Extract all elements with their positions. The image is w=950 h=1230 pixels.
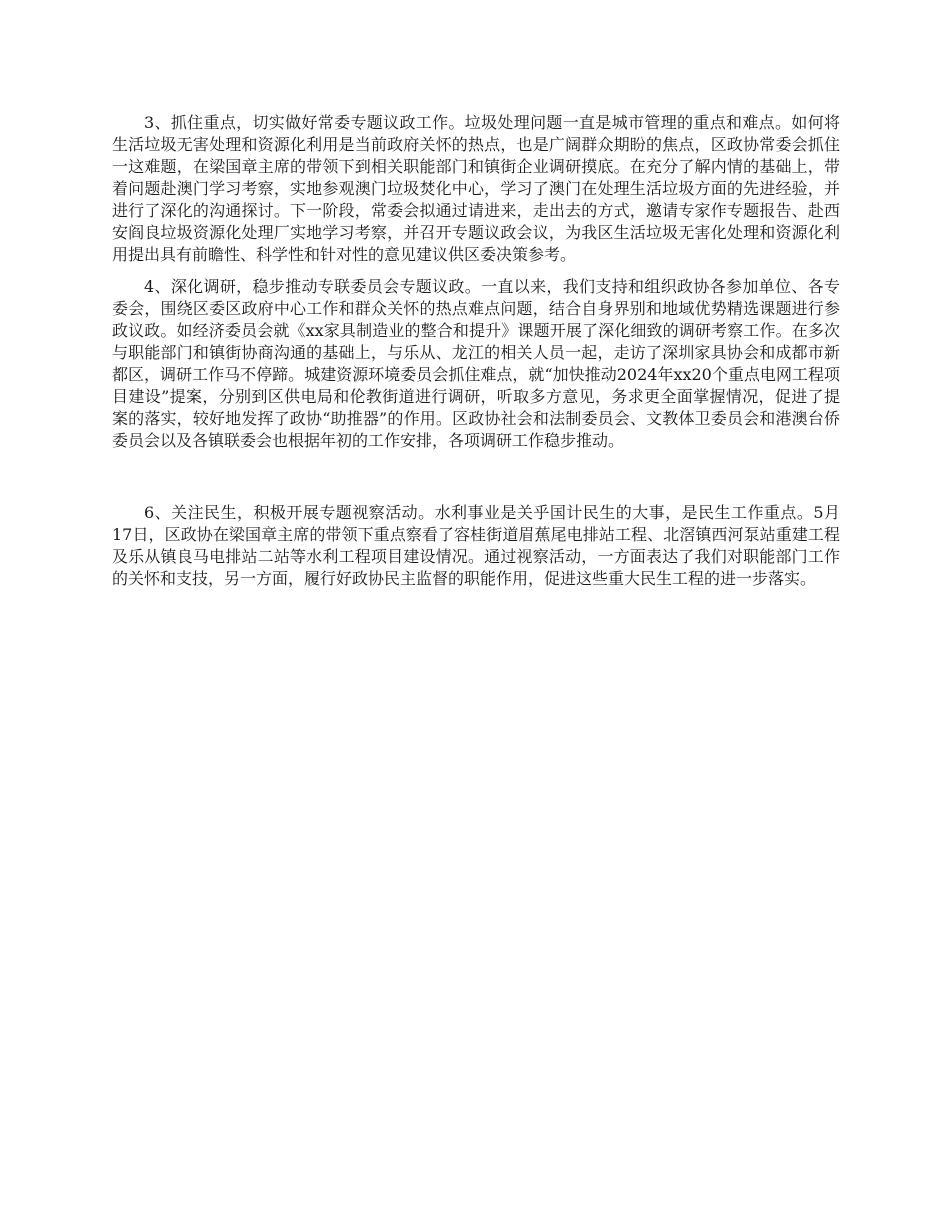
paragraph-4: 4、深化调研，稳步推动专联委员会专题议政。一直以来，我们支持和组织政协各参加单位、各专委会，围绕区委区政府中心工作和群众关怀的热点难点问题，结合自身界别和地域优势精选课题进行参政议政。如经济委员会就《xx家具制造业的整合和提升》课题开展了深化细致的调研考察工作。在多次与职能部门和镇街协商沟通的基础上，与乐从、龙江的相关人员一起，走访了深圳家具协会和成都市新都区，调研工作马不停蹄。城建资源环境委员会抓住难点，就“加快推动2024年xx20个重点电网工程项目建设”提案，分别到区供电局和伦教街道进行调研，听取多方意见，务求更全面掌握情况，促进了提案的落实，较好地发挥了政协“助推器”的作用。区政协社会和法制委员会、文教体卫委员会和港澳台侨委员会以及各镇联委会也根据年初的工作安排，各项调研工作稳步推动。 xyxy=(112,277,840,450)
document-body xyxy=(112,112,840,590)
paragraph-3: 3、抓住重点，切实做好常委专题议政工作。垃圾处理问题一直是城市管理的重点和难点。如何将生活垃圾无害处理和资源化利用是当前政府关怀的热点，也是广阔群众期盼的焦点，区政协常委会抓住一这难题，在梁国章主席的带领下到相关职能部门和镇街企业调研摸底。在充分了解内情的基础上，带着问题赴澳门学习考察，实地参观澳门垃圾焚化中心，学习了澳门在处理生活垃圾方面的先进经验，并进行了深化的沟通探讨。下一阶段，常委会拟通过请进来，走出去的方式，邀请专家作专题报告、赴西安阎良垃圾资源化处理厂实地学习考察，并召开专题议政会议，为我区生活垃圾无害化处理和资源化利用提出具有前瞻性、科学性和针对性的意见建议供区委决策参考。 xyxy=(112,113,840,264)
paragraph-6: 6、关注民生，积极开展专题视察活动。水利事业是关乎国计民生的大事，是民生工作重点。5月17日，区政协在梁国章主席的带领下重点察看了容桂街道眉蕉尾电排站工程、北滘镇西河泵站重建工程及乐从镇良马电排站二站等水利工程项目建设情况。通过视察活动，一方面表达了我们对职能部门工作的关怀和支技，另一方面，履行好政协民主监督的职能作用，促进这些重大民生工程的进一步落实。 xyxy=(112,503,840,588)
